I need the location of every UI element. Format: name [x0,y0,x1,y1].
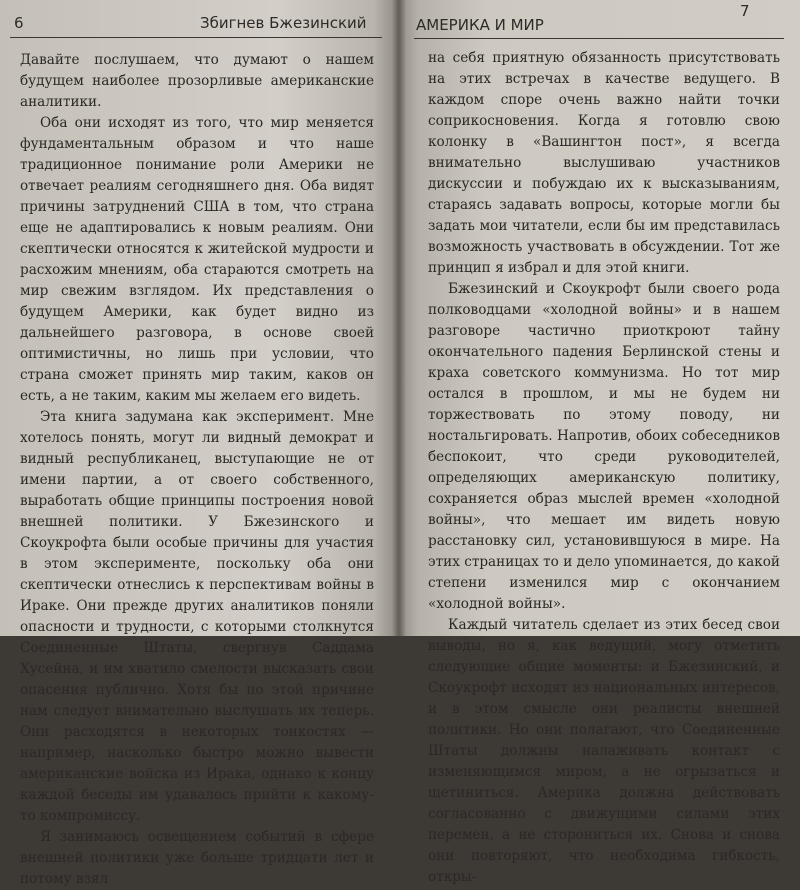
right-page [398,0,800,885]
right-page-body [428,48,780,888]
paragraph: Я занимаюсь освещением событий в сфере внешней политики уже больше тридцати лет и потому взял [20,829,374,887]
paragraph: Каждый читатель сделает из этих бесед свои выводы, но я, как ведущий, могу отметить следующие общие моменты: и Бжезинский, и Скоукрофт исходят из национальных интересов, и в этом смысле они реалисты внешней политики. Но они полагают, что Соединенные Штаты должны налаживать контакт с изменяющимся миром, а не огрызаться и щетиниться. Америка должна действовать согласованно с движущими силами этих перемен, а не сторониться их. Снова и снова они повторяют, что необходима гибкость, откры- [428,617,780,885]
header-rule-right [414,38,784,39]
left-page [0,0,398,887]
header-rule-left [10,37,382,38]
paragraph: Бжезинский и Скоукрофт были своего рода полководцами «холодной войны» и в нашем разговоре частично приоткроют тайну окончательного падения Берлинской стены и краха советского коммунизма. Но тот мир остался в прошлом, и мы не будем ни торжествовать по этому поводу, ни ностальгировать. Напротив, обоих собеседников беспокоит, что среди руководителей, определяющих американскую политику, сохраняется образ мыслей времен «холодной войны», что мешает им видеть новую расстановку сил, установившуюся в мире. На этих страницах то и дело упоминается, до какой степени изменился мир с окончанием «холодной войны». [428,281,780,612]
running-head-right: АМЕРИКА И МИР [416,16,544,34]
running-head-left: Збигнев Бжезинский [200,14,367,32]
paragraph: на себя приятную обязанность присутствовать на этих встречах в качестве ведущего. В каждом споре очень важно найти точки соприкосновения. Когда я готовлю свою колонку в «Вашингтон пост», я всегда внимательно выслушиваю участников дискуссии и побуждаю их к высказываниям, стараясь задавать вопросы, которые могли бы задать мои читатели, если бы им представилась возможность участвовать в обсуждении. Тот же принцип я избрал и для этой книги. [428,50,780,276]
left-page-body [20,50,374,890]
book-gutter [392,0,406,636]
page-number-right: 7 [740,2,750,20]
paragraph: Эта книга задумана как эксперимент. Мне хотелось понять, могут ли видный демократ и видный республиканец, выступающие не от имени партии, а от своего собственного, выработать общие принципы построения новой внешней политики. У Бжезинского и Скоукрофта были особые причины для участия в этом эксперименте, поскольку оба они скептически отнеслись к перспективам войны в Ираке. Они прежде других аналитиков поняли опасности и трудности, с которыми столкнутся Соединенные Штаты, свергнув Саддама Хусейна, и им хватило смелости высказать свои опасения публично. Хотя бы по этой причине нам следует внимательно выслушать их теперь. Они расходятся в некоторых тонкостях — например, насколько быстро можно вывести американские войска из Ирака, однако к концу каждой беседы им удавалось прийти к какому-то компромиссу. [20,409,374,824]
page-number-left: 6 [14,14,24,32]
paragraph: Оба они исходят из того, что мир меняется фундаментальным образом и что наше традиционное понимание роли Америки не отвечает реалиям сегодняшнего дня. Оба видят причины затруднений США в том, что страна еще не адаптировались к новым реалиям. Они скептически относятся к житейской мудрости и расхожим мнениям, оба стараются смотреть на мир свежим взглядом. Их представления о будущем Америки, как будет видно из дальнейшего разговора, в основе своей оптимистичны, но лишь при условии, что страна сможет принять мир таким, каков он есть, а не таким, каким мы желаем его видеть. [20,115,374,404]
paragraph: Давайте послушаем, что думают о нашем будущем наиболее прозорливые американские аналитики. [20,52,374,110]
